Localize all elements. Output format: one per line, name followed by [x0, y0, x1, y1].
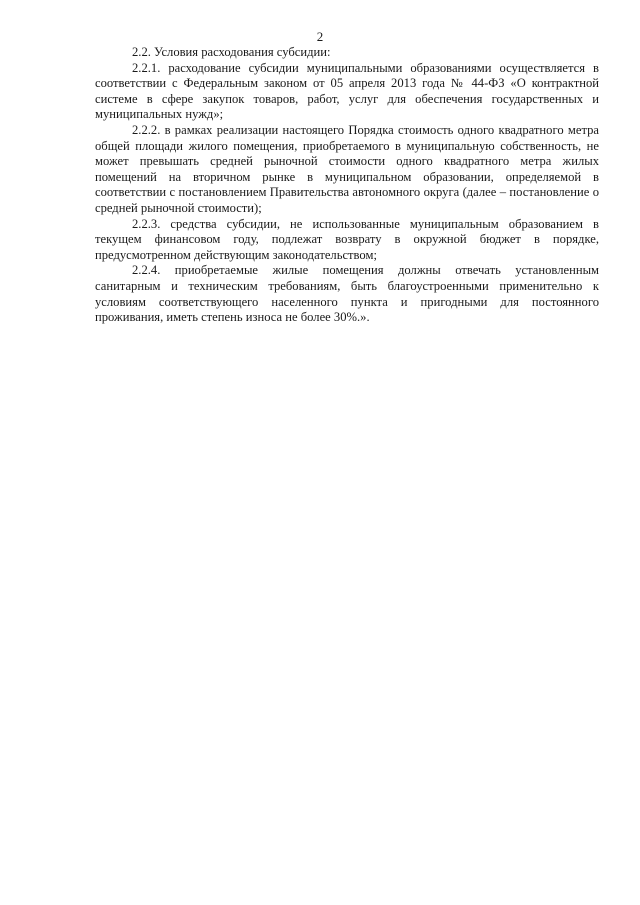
- paragraph-2-2-3: 2.2.3. средства субсидии, не использованные муниципальным образованием в текущем финансовом году, подлежат возврату в окружной бюджет в порядке, предусмотренном действующим законодательством;: [95, 216, 599, 262]
- section-heading: 2.2. Условия расходования субсидии:: [132, 45, 331, 59]
- document-body: [95, 45, 599, 326]
- paragraph-2-2-1: 2.2.1. расходование субсидии муниципальными образованиями осуществляется в соответствии с Федеральным законом от 05 апреля 2013 года № 44-ФЗ «О контрактной системе в сфере закупок товаров, работ, услуг для обеспечения государственных и муниципальных нужд»;: [95, 60, 599, 122]
- paragraph-2-2-2: 2.2.2. в рамках реализации настоящего Порядка стоимость одного квадратного метра общей площади жилого помещения, приобретаемого в муниципальную собственность, не может превышать средней рыночной стоимости одного квадратного метра жилых помещений на вторичном рынке в муниципальном образовании, определяемой в соответствии с постановлением Правительства автономного округа (далее – постановление о средней рыночной стоимости);: [95, 122, 599, 215]
- page-number: 2: [316, 29, 324, 44]
- paragraph-2-2-4: 2.2.4. приобретаемые жилые помещения должны отвечать установленным санитарным и техническим требованиям, быть благоустроенными применительно к условиям соответствующего населенного пункта и пригодными для постоянного проживания, иметь степень износа не более 30%.».: [95, 263, 599, 325]
